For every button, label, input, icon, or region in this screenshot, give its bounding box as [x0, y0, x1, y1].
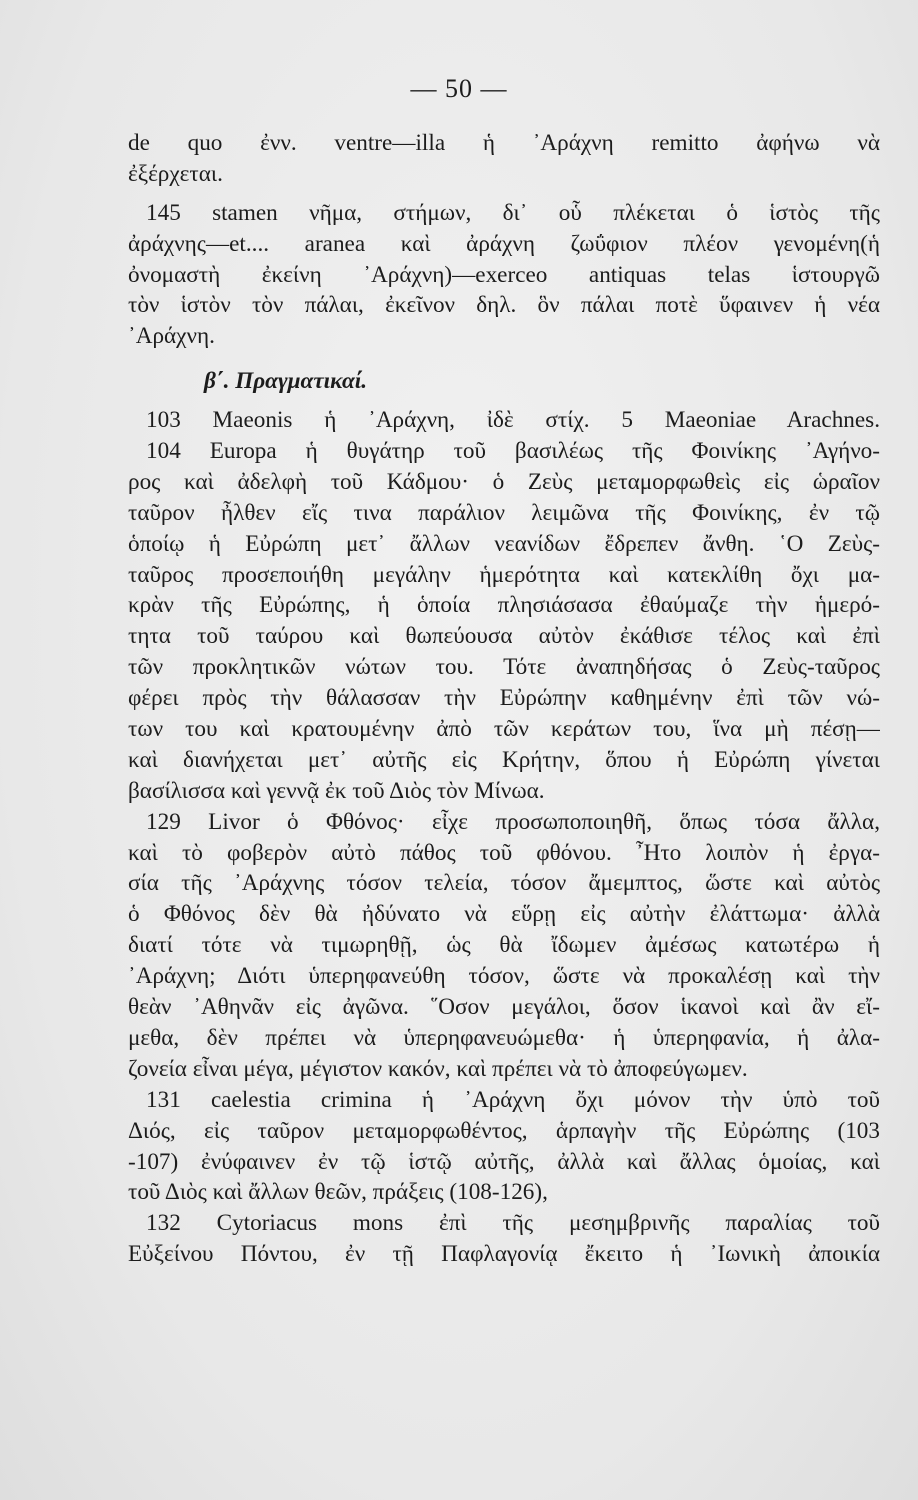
text-line: 129 Livor ὁ Φθόνος· εἶχε προσωποποιηθῆ, ὅπως τόσα ἄλλα, [146, 808, 880, 835]
text-line: τοῦ Διὸς καὶ ἄλλων θεῶν, πράξεις (108-126), [128, 1179, 548, 1206]
text-line: 145 stamen νῆμα, στήμων, δι᾽ οὗ πλέκεται ὁ ἱστὸς τῆς [146, 199, 880, 226]
commentary-text [128, 128, 880, 1270]
text-line: καὶ διανήχεται μετ᾽ αὐτῆς εἰς Κρήτην, ὅπου ἡ Εὐρώπη γίνεται [128, 746, 880, 773]
text-line: ρος καὶ ἀδελφὴ τοῦ Κάδμου· ὁ Ζεὺς μεταμορφωθεὶς εἰς ὡραῖον [128, 468, 880, 495]
text-line: καὶ τὸ φοβερὸν αὐτὸ πάθος τοῦ φθόνου. ῏Ητο λοιπὸν ἡ ἐργα- [128, 839, 880, 866]
text-line: ᾽Αράχνη; Διότι ὑπερηφανεύθη τόσον, ὥστε νὰ προκαλέσῃ καὶ τὴν [128, 963, 880, 990]
text-line: τητα τοῦ ταύρου καὶ θωπεύουσα αὐτὸν ἐκάθισε τέλος καὶ ἐπὶ [128, 623, 880, 650]
text-line: de quo ἐνν. ventre—illa ἡ ᾽Αράχνη remitto ἀφήνω νὰ [128, 130, 880, 156]
page-number: — 50 — [410, 74, 508, 103]
text-line: 132 Cytoriacus mons ἐπὶ τῆς μεσημβρινῆς παραλίας τοῦ [146, 1210, 880, 1237]
text-line: ὁποίῳ ἡ Εὐρώπη μετ᾽ ἄλλων νεανίδων ἔδρεπεν ἄνθη. ῾Ο Ζεὺς- [128, 530, 880, 557]
text-line: ἀράχνης—et.... aranea καὶ ἀράχνη ζωΰφιον πλέον γενομένη(ἡ [128, 230, 880, 257]
text-line: -107) ἐνύφαινεν ἐν τῷ ἱστῷ αὐτῆς, ἀλλὰ καὶ ἄλλας ὁμοίας, καὶ [128, 1148, 880, 1175]
text-line: φέρει πρὸς τὴν θάλασσαν τὴν Εὐρώπην καθημένην ἐπὶ τῶν νώ- [128, 685, 880, 712]
text-line: Διός, εἰς ταῦρον μεταμορφωθέντος, ἁρπαγὴν τῆς Εὐρώπης (103 [128, 1117, 880, 1144]
text-line: ὀνομαστὴ ἐκείνη ᾽Αράχνη)—exerceo antiquas telas ἱστουργῶ [128, 261, 880, 288]
text-line: Εὐξείνου Πόντου, ἐν τῇ Παφλαγονίᾳ ἔκειτο ἡ ᾽Ιωνικὴ ἀποικία [128, 1241, 880, 1268]
line-gap [128, 397, 880, 405]
section-heading: β΄. Πραγματικαί. [204, 368, 368, 395]
line-gap [128, 352, 880, 366]
text-line: βασίλισσα καὶ γεννᾷ ἐκ τοῦ Διὸς τὸν Μίνωα. [128, 777, 545, 804]
text-line: ὁ Φθόνος δὲν θὰ ἠδύνατο νὰ εὕρῃ εἰς αὐτὴν ἐλάττωμα· ἀλλὰ [128, 901, 880, 928]
text-line: 131 caelestia crimina ἡ ᾽Αράχνη ὄχι μόνον τὴν ὑπὸ τοῦ [146, 1086, 880, 1113]
text-line: των του καὶ κρατουμένην ἀπὸ τῶν κεράτων του, ἵνα μὴ πέσῃ— [128, 716, 880, 743]
text-line: κρὰν τῆς Εὐρώπης, ἡ ὁποία πλησιάσασα ἐθαύμαζε τὴν ἡμερό- [128, 592, 880, 619]
text-line: σία τῆς ᾽Αράχνης τόσον τελεία, τόσον ἄμεμπτος, ὥστε καὶ αὐτὸς [128, 870, 880, 897]
text-line: ᾽Αράχνη. [128, 323, 215, 350]
text-line: 104 Europa ἡ θυγάτηρ τοῦ βασιλέως τῆς Φοινίκης ᾽Αγήνο- [146, 438, 880, 465]
text-line: 103 Maeonis ἡ ᾽Αράχνη, ἰδὲ στίχ. 5 Maeoniae Arachnes. [146, 407, 880, 434]
text-line: τῶν προκλητικῶν νώτων του. Τότε ἀναπηδήσας ὁ Ζεὺς-ταῦρος [128, 654, 880, 681]
text-line: ἐξέρχεται. [128, 160, 223, 187]
text-line: ζονεία εἶναι μέγα, μέγιστον κακόν, καὶ πρέπει νὰ τὸ ἀποφεύγωμεν. [128, 1055, 748, 1082]
text-line: μεθα, δὲν πρέπει νὰ ὑπερηφανευώμεθα· ἡ ὑπερηφανία, ἡ ἀλα- [128, 1024, 880, 1051]
text-line: θεὰν ᾽Αθηνᾶν εἰς ἀγῶνα. ῞Οσον μεγάλοι, ὅσον ἱκανοὶ καὶ ἂν εἴ- [128, 994, 880, 1021]
text-line: ταῦρον ἦλθεν εἴς τινα παράλιον λειμῶνα τῆς Φοινίκης, ἐν τῷ [128, 499, 880, 526]
text-line: ταῦρος προσεποιήθη μεγάλην ἡμερότητα καὶ κατεκλίθη ὄχι μα- [128, 561, 880, 588]
text-line: τὸν ἱστὸν τὸν πάλαι, ἐκεῖνον δηλ. ὃν πάλαι ποτὲ ὕφαινεν ἡ νέα [128, 292, 880, 319]
text-line: διατί τότε νὰ τιμωρηθῇ, ὡς θὰ ἴδωμεν ἀμέσως κατωτέρω ἡ [128, 932, 880, 959]
line-gap [128, 190, 880, 198]
